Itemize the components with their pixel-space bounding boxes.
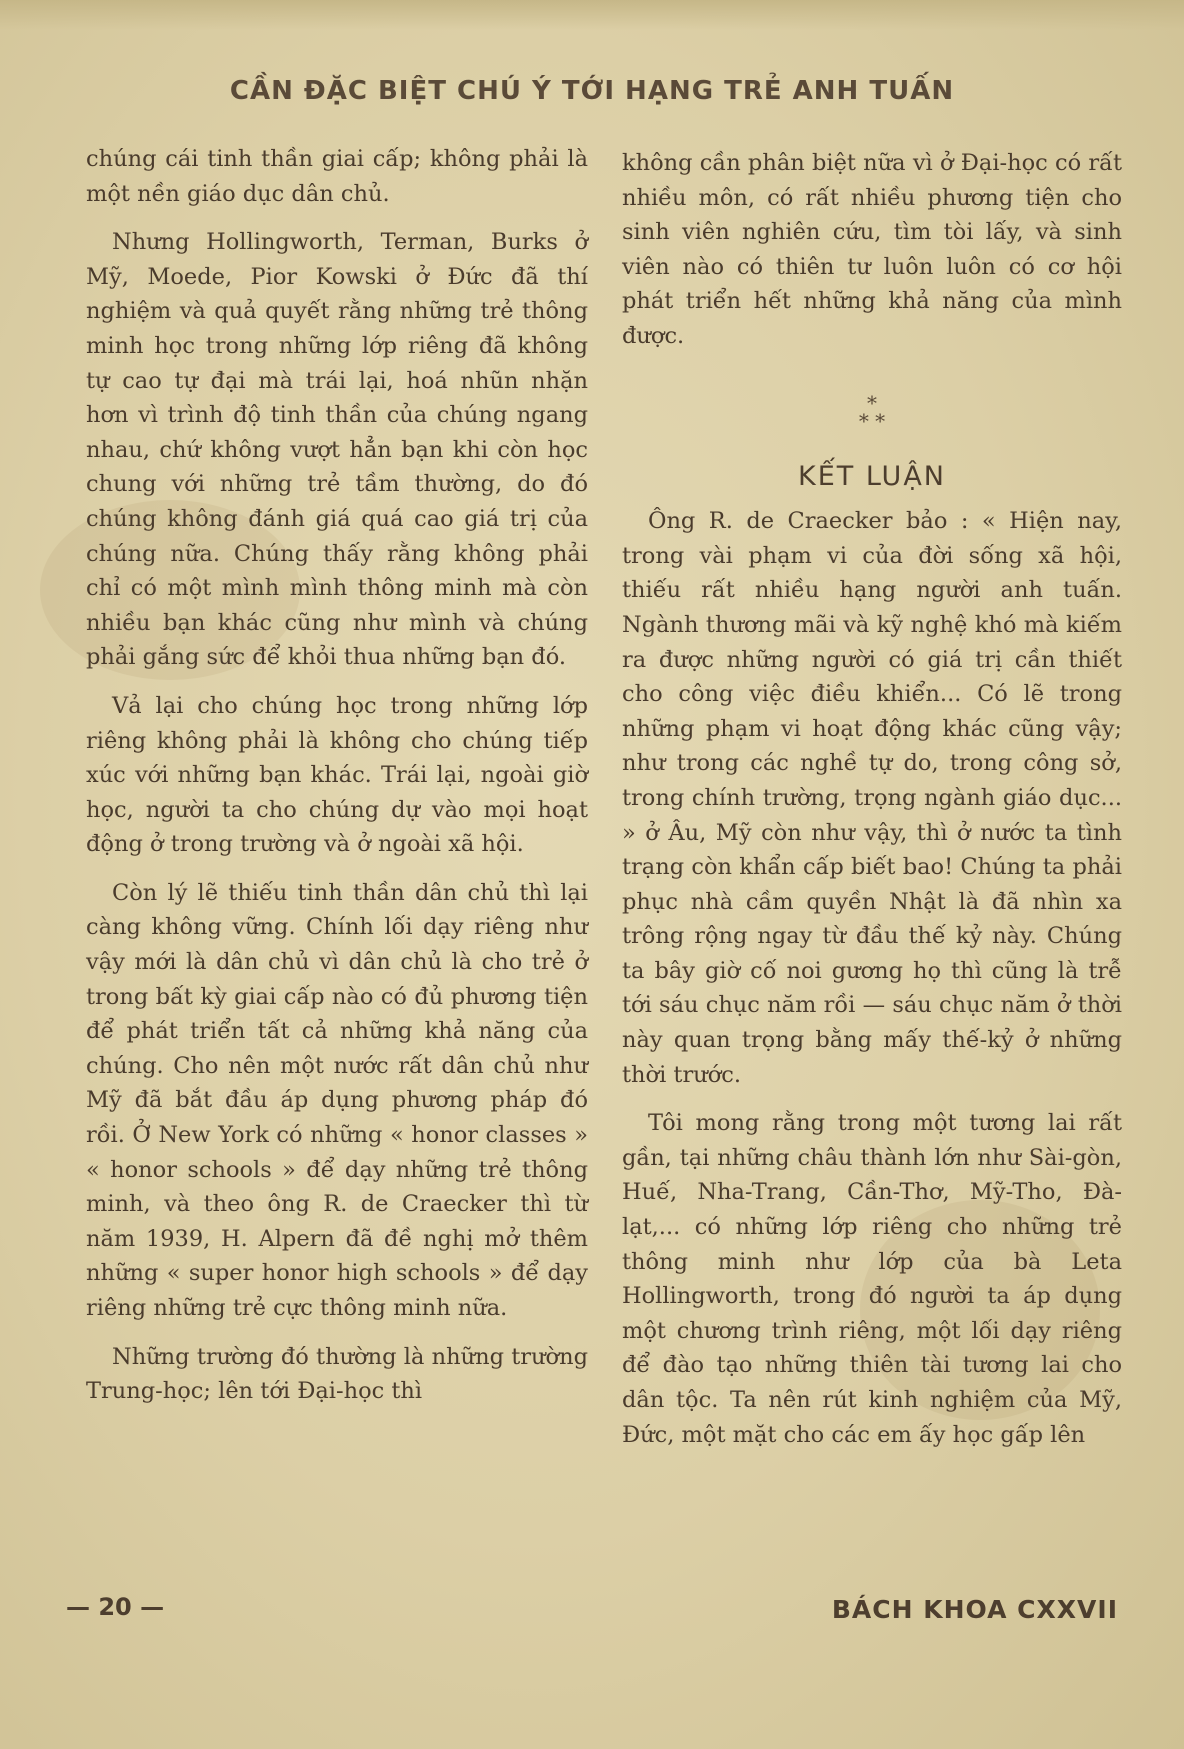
paragraph: Những trường đó thường là những trường Trung-học; lên tới Đại-học thì xyxy=(86,1343,588,1405)
paragraph: Ông R. de Craecker bảo : « Hiện nay, trong vài phạm vi của đời sống xã hội, thiếu rất nhiều hạng người anh tuấn. Ngành thương mãi và kỹ nghệ khó mà kiếm ra được những người có giá trị cần thiết cho công việc điều khiển... Có lẽ trong những phạm vi hoạt động khác cũng vậy; như trong các nghề tự do, trong công sở, trong chính trường, trọng ngành giáo dục... » ở Âu, Mỹ còn như vậy, thì ở nước ta tình trạng còn khẩn cấp biết bao! Chúng ta phải phục nhà cầm quyền Nhật là đã nhìn xa trông rộng ngay từ đầu thế kỷ này. Chúng ta bây giờ cố noi gương họ thì cũng là trễ tới sáu chục năm rồi — sáu chục năm ở thời này quan trọng bằng mấy thế-kỷ ở những thời trước. xyxy=(622,508,1122,1088)
publication-name: BÁCH KHOA CXXVII xyxy=(831,1595,1118,1624)
paragraph: Vả lại cho chúng học trong những lớp riêng không phải là không cho chúng tiếp xúc với những bạn khác. Trái lại, ngoài giờ học, người ta cho chúng dự vào mọi hoạt động ở trong trường và ở ngoài xã hội. xyxy=(86,692,588,858)
paragraph: không cần phân biệt nữa vì ở Đại-học có rất nhiều môn, có rất nhiều phương tiện cho sinh viên nghiên cứu, tìm tòi lấy, và sinh viên nào có thiên tư luôn luôn có cơ hội phát triển hết những khả năng của mình được. xyxy=(622,150,1122,349)
asterism-bottom: * * xyxy=(858,408,886,433)
running-header: CẦN ĐẶC BIỆT CHÚ Ý TỚI HẠNG TRẺ ANH TUẤN xyxy=(229,76,955,106)
paragraph: Còn lý lẽ thiếu tinh thần dân chủ thì lại càng không vững. Chính lối dạy riêng như vậy mới là dân chủ vì dân chủ là cho trẻ ở trong bất kỳ giai cấp nào có đủ phương tiện để phát triển tất cả những khả năng của chúng. Cho nên một nước rất dân chủ như Mỹ đã bắt đầu áp dụng phương pháp đó rồi. Ở New York có những « honor classes » « honor schools » để dạy những trẻ thông minh, và theo ông R. de Craecker thì từ năm 1939, H. Alpern đã đề nghị mở thêm những « super honor high schools » để dạy riêng những trẻ cực thông minh nữa. xyxy=(86,879,588,1321)
left-column xyxy=(86,142,588,1409)
right-column xyxy=(622,146,1122,1452)
paragraph: Tôi mong rằng trong một tương lai rất gần, tại những châu thành lớn như Sài-gòn, Huế, Nha-Trang, Cần-Thơ, Mỹ-Tho, Đà-lạt,... có những lớp riêng cho những trẻ thông minh như lớp của bà Leta Hollingworth, trong đó người ta áp dụng một chương trình riêng, một lối dạy riêng để đào tạo những thiên tài tương lai cho dân tộc. Ta nên rút kinh nghiệm của Mỹ, Đức, một mặt cho các em ấy học gấp lên xyxy=(622,1110,1122,1448)
asterism xyxy=(622,390,1122,433)
paragraph: Nhưng Hollingworth, Terman, Burks ở Mỹ, Moede, Pior Kowski ở Đức đã thí nghiệm và quả quyết rằng những trẻ thông minh học trong những lớp riêng đã không tự cao tự đại mà trái lại, hoá nhũn nhặn hơn vì trình độ tinh thần của chúng ngang nhau, chứ không vượt hẳn bạn khi còn học chung với những trẻ tầm thường, do đó chúng không đánh giá quá cao giá trị của chúng nữa. Chúng thấy rằng không phải chỉ có một mình mình thông minh mà còn nhiều bạn khác cũng như mình và chúng phải gắng sức để khỏi thua những bạn đó. xyxy=(86,229,588,671)
paragraph: chúng cái tinh thần giai cấp; không phải là một nền giáo dục dân chủ. xyxy=(86,146,588,207)
asterism-top: * xyxy=(867,390,877,415)
section-title: KẾT LUẬN xyxy=(798,460,946,492)
page-number: — 20 — xyxy=(66,1593,165,1621)
torn-top-edge xyxy=(0,0,1184,30)
